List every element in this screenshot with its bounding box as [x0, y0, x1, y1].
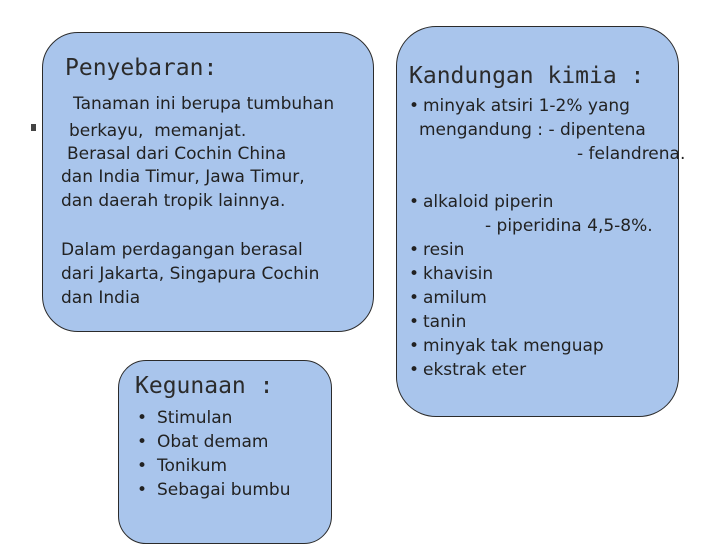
kandungan-panel: [396, 26, 686, 417]
kegunaan-item: • Obat demam: [137, 431, 268, 455]
bullet-icon: •: [137, 480, 148, 500]
kegunaan-item: • Sebagai bumbu: [137, 479, 291, 503]
penyebaran-panel: [42, 32, 374, 332]
penyebaran-line-3: Berasal dari Cochin China: [67, 144, 287, 164]
kandungan-item: • alkaloid piperin: [409, 191, 553, 215]
kandungan-item: • ekstrak eter: [409, 359, 526, 383]
kandungan-item: • tanin: [409, 311, 466, 335]
kegunaan-title: Kegunaan :: [135, 373, 274, 399]
penyebaran-line-1: Tanaman ini berupa tumbuhan: [73, 94, 335, 114]
penyebaran-line-7: dari Jakarta, Singapura Cochin: [61, 264, 320, 284]
bullet-icon: •: [409, 336, 420, 356]
kandungan-title: Kandungan kimia :: [409, 63, 645, 89]
bullet-icon: •: [409, 264, 420, 284]
penyebaran-line-6: Dalam perdagangan berasal: [61, 240, 303, 260]
kandungan-item: • khavisin: [409, 263, 493, 287]
penyebaran-title: Penyebaran:: [65, 55, 218, 81]
penyebaran-line-2: berkayu, memanjat.: [69, 121, 247, 141]
kegunaan-item: • Tonikum: [137, 455, 227, 479]
bullet-icon: •: [137, 408, 148, 428]
kandungan-item: • resin: [409, 239, 464, 263]
kandungan-item: • minyak tak menguap: [409, 335, 604, 359]
stray-bullet-mark: [31, 124, 36, 131]
kandungan-subline: - felandrena.: [577, 144, 686, 164]
kandungan-item: • minyak atsiri 1-2% yang: [409, 95, 630, 119]
bullet-icon: •: [409, 192, 420, 212]
kandungan-subline: - piperidina 4,5-8%.: [485, 216, 653, 236]
bullet-icon: •: [409, 360, 420, 380]
penyebaran-line-8: dan India: [61, 288, 141, 308]
kandungan-item: • amilum: [409, 287, 487, 311]
bullet-icon: •: [137, 432, 148, 452]
kegunaan-item: • Stimulan: [137, 407, 232, 431]
kegunaan-panel: [118, 360, 332, 544]
bullet-icon: •: [409, 312, 420, 332]
bullet-icon: •: [409, 288, 420, 308]
bullet-icon: •: [409, 240, 420, 260]
kandungan-subline: mengandung : - dipentena: [419, 120, 646, 140]
bullet-icon: •: [137, 456, 148, 476]
penyebaran-line-4: dan India Timur, Jawa Timur,: [61, 167, 305, 187]
penyebaran-line-5: dan daerah tropik lainnya.: [61, 191, 286, 211]
bullet-icon: •: [409, 96, 420, 116]
